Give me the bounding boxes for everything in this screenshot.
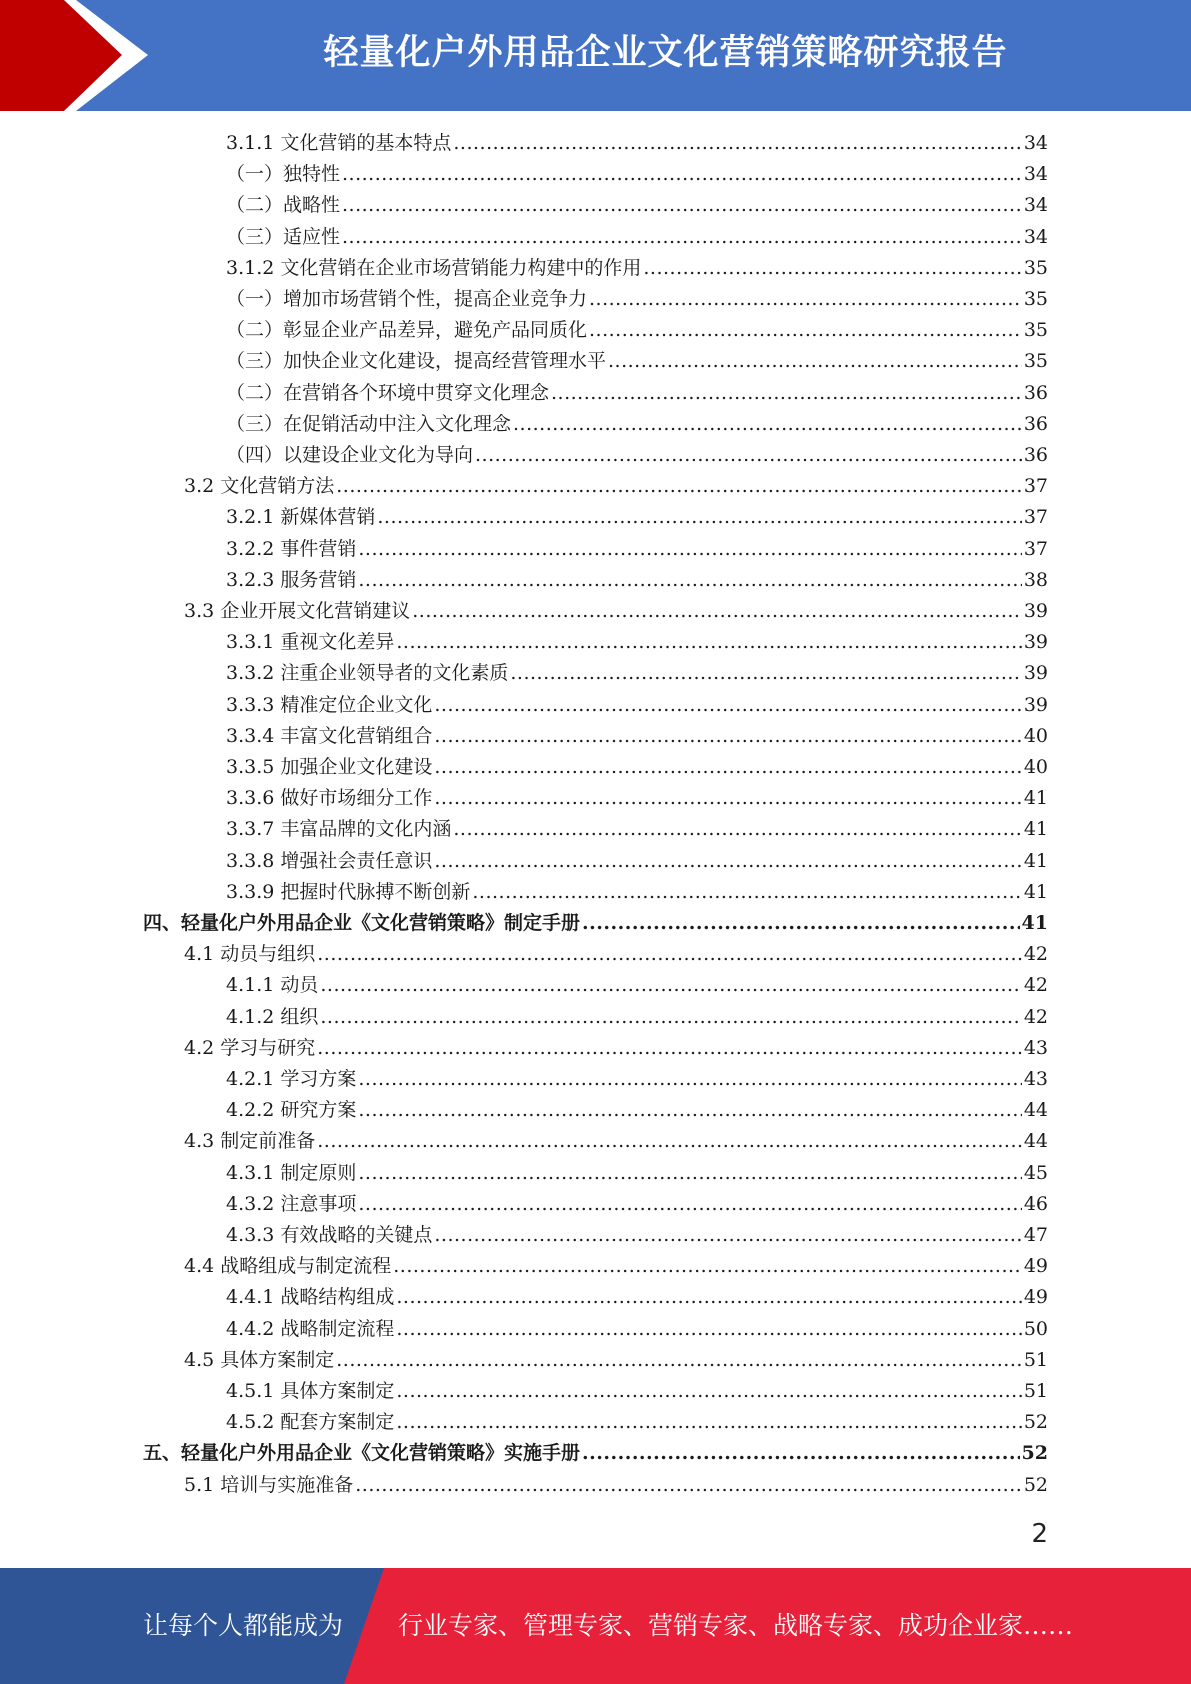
toc-dot-leader xyxy=(551,378,1022,409)
toc-entry-page: 34 xyxy=(1023,132,1048,154)
toc-dot-leader xyxy=(589,315,1022,346)
toc-entry-label: （一）独特性 xyxy=(226,163,341,186)
toc-entry-label: 4.4 战略组成与制定流程 xyxy=(184,1255,392,1278)
toc-entry-label: 3.3.9 把握时代脉搏不断创新 xyxy=(226,880,471,903)
toc-entry-page: 52 xyxy=(1023,1411,1048,1434)
toc-entry[interactable] xyxy=(184,1345,1048,1376)
toc-dot-leader xyxy=(582,908,1020,939)
toc-entry[interactable] xyxy=(226,721,1048,752)
toc-entry[interactable] xyxy=(226,1064,1048,1095)
toc-dot-leader xyxy=(513,409,1022,440)
toc-dot-leader xyxy=(342,190,1022,221)
toc-dot-leader xyxy=(358,1064,1021,1095)
toc-dot-leader xyxy=(320,970,1021,1001)
toc-entry-label: （三）在促销活动中注入文化理念 xyxy=(226,412,512,435)
toc-entry-page: 36 xyxy=(1023,381,1048,404)
toc-entry[interactable] xyxy=(226,1158,1048,1189)
toc-entry[interactable] xyxy=(226,877,1048,908)
toc-dot-leader xyxy=(336,471,1022,502)
toc-dot-leader xyxy=(358,1189,1021,1220)
toc-entry-page: 35 xyxy=(1023,350,1048,373)
toc-entry-label: 3.3.1 重视文化差异 xyxy=(226,631,395,654)
toc-entry-page: 39 xyxy=(1023,600,1048,622)
toc-entry-page: 34 xyxy=(1023,225,1048,248)
toc-entry[interactable] xyxy=(226,658,1048,689)
toc-entry-page: 39 xyxy=(1023,693,1048,716)
toc-entry-page: 44 xyxy=(1023,1099,1048,1122)
toc-entry-label: （二）在营销各个环境中贯穿文化理念 xyxy=(226,381,550,404)
toc-entry-page: 50 xyxy=(1023,1317,1048,1340)
toc-entry-page: 52 xyxy=(1021,1442,1048,1465)
toc-entry[interactable] xyxy=(184,1126,1048,1157)
toc-entry-page: 43 xyxy=(1023,1036,1048,1059)
toc-entry-label: （四）以建设企业文化为导向 xyxy=(226,444,474,466)
toc-entry[interactable] xyxy=(184,596,1048,627)
toc-dot-leader xyxy=(434,783,1021,814)
toc-entry-page: 41 xyxy=(1023,818,1048,841)
toc-entry-page: 35 xyxy=(1023,256,1048,279)
toc-dot-leader xyxy=(396,1376,1021,1407)
toc-entry[interactable] xyxy=(226,690,1048,721)
toc-dot-leader xyxy=(510,658,1021,689)
toc-entry[interactable] xyxy=(184,939,1048,970)
toc-entry-label: 3.3 企业开展文化营销建议 xyxy=(184,600,411,622)
toc-entry-label: （三）加快企业文化建设，提高经营管理水平 xyxy=(226,350,607,373)
toc-entry-label: 3.3.6 做好市场细分工作 xyxy=(226,787,433,810)
toc-entry-page: 35 xyxy=(1023,288,1048,310)
toc-dot-leader xyxy=(396,1314,1021,1345)
toc-entry-page: 44 xyxy=(1023,1130,1048,1153)
page-header xyxy=(0,0,1191,111)
toc-entry-page: 34 xyxy=(1023,194,1048,217)
toc-entry[interactable] xyxy=(226,1095,1048,1126)
footer-slogan-right: 行业专家、管理专家、营销专家、战略专家、成功企业家…… xyxy=(398,1611,1074,1640)
toc-entry[interactable] xyxy=(226,284,1048,315)
toc-entry[interactable] xyxy=(226,627,1048,658)
toc-dot-leader xyxy=(589,284,1022,315)
toc-entry-page: 42 xyxy=(1023,1005,1048,1028)
toc-entry-label: 4.4.1 战略结构组成 xyxy=(226,1286,395,1309)
toc-entry-label: 4.3 制定前准备 xyxy=(184,1130,316,1153)
toc-dot-leader xyxy=(434,846,1021,877)
toc-dot-leader xyxy=(377,502,1021,533)
page-number: 2 xyxy=(1031,1519,1048,1549)
toc-entry[interactable] xyxy=(226,534,1048,565)
toc-entry[interactable] xyxy=(226,502,1048,533)
toc-dot-leader xyxy=(317,1033,1022,1064)
toc-entry-label: 3.2.2 事件营销 xyxy=(226,537,357,560)
toc-entry-page: 36 xyxy=(1023,444,1048,466)
toc-entry-page: 52 xyxy=(1023,1473,1048,1496)
toc-entry-label: 4.4.2 战略制定流程 xyxy=(226,1317,395,1340)
toc-entry-page: 35 xyxy=(1023,319,1048,342)
toc-dot-leader xyxy=(355,1470,1022,1501)
toc-entry-page: 38 xyxy=(1023,568,1048,591)
toc-dot-leader xyxy=(475,440,1022,471)
toc-entry[interactable] xyxy=(226,1314,1048,1345)
toc-entry[interactable] xyxy=(226,440,1048,471)
toc-entry-page: 36 xyxy=(1023,412,1048,435)
toc-entry[interactable] xyxy=(184,1251,1048,1282)
toc-dot-leader xyxy=(643,253,1021,284)
page-footer xyxy=(0,1568,1191,1684)
toc-entry[interactable] xyxy=(226,253,1048,284)
toc-entry-page: 40 xyxy=(1023,724,1048,747)
toc-entry-label: 4.1 动员与组织 xyxy=(184,943,316,966)
toc-dot-leader xyxy=(336,1345,1022,1376)
toc-entry-label: 4.1.1 动员 xyxy=(226,974,319,997)
toc-entry-page: 37 xyxy=(1023,506,1048,529)
toc-entry[interactable] xyxy=(184,1470,1048,1501)
toc-entry[interactable] xyxy=(226,752,1048,783)
toc-entry[interactable] xyxy=(226,1282,1048,1313)
toc-entry-page: 39 xyxy=(1023,662,1048,685)
toc-dot-leader xyxy=(320,1002,1021,1033)
toc-entry-page: 37 xyxy=(1023,537,1048,560)
toc-entry-page: 41 xyxy=(1023,849,1048,872)
toc-dot-leader xyxy=(358,1158,1021,1189)
toc-entry-label: 3.3.4 丰富文化营销组合 xyxy=(226,724,433,747)
toc-entry[interactable] xyxy=(226,1376,1048,1407)
toc-dot-leader xyxy=(396,1407,1021,1438)
toc-entry-label: 4.3.2 注意事项 xyxy=(226,1192,357,1215)
toc-dot-leader xyxy=(358,1095,1021,1126)
toc-entry-page: 49 xyxy=(1023,1255,1048,1278)
toc-entry-page: 42 xyxy=(1023,943,1048,966)
toc-entry-label: 3.2.3 服务营销 xyxy=(226,568,357,591)
toc-entry[interactable] xyxy=(226,346,1048,377)
toc-entry[interactable] xyxy=(226,970,1048,1001)
toc-entry[interactable] xyxy=(143,908,1048,939)
toc-entry-page: 34 xyxy=(1023,163,1048,186)
toc-entry[interactable] xyxy=(226,565,1048,596)
toc-entry-label: 3.3.3 精准定位企业文化 xyxy=(226,693,433,716)
toc-entry[interactable] xyxy=(226,846,1048,877)
toc-entry-label: 3.3.5 加强企业文化建设 xyxy=(226,756,433,778)
toc-entry-label: 4.2.2 研究方案 xyxy=(226,1099,357,1122)
report-title: 轻量化户外用品企业文化营销策略研究报告 xyxy=(323,33,1008,73)
toc-entry-page: 41 xyxy=(1021,912,1048,934)
toc-entry-label: 四、轻量化户外用品企业《文化营销策略》制定手册 xyxy=(143,912,581,934)
toc-entry-label: 4.5 具体方案制定 xyxy=(184,1348,335,1371)
toc-entry-label: 3.1.1 文化营销的基本特点 xyxy=(226,132,452,154)
toc-entry-page: 49 xyxy=(1023,1286,1048,1309)
toc-entry-page: 42 xyxy=(1023,974,1048,997)
toc-entry-label: 4.5.1 具体方案制定 xyxy=(226,1380,395,1402)
toc-entry[interactable] xyxy=(143,1438,1048,1469)
toc-entry-page: 39 xyxy=(1023,631,1048,654)
toc-dot-leader xyxy=(317,1126,1022,1157)
toc-entry-label: 5.1 培训与实施准备 xyxy=(184,1473,354,1496)
toc-entry-page: 51 xyxy=(1023,1380,1048,1402)
toc-entry[interactable] xyxy=(226,190,1048,221)
footer-slogan-left: 让每个人都能成为 xyxy=(143,1611,344,1640)
toc-entry-label: 3.2 文化营销方法 xyxy=(184,475,335,498)
toc-entry-label: （三）适应性 xyxy=(226,225,341,248)
toc-entry-page: 51 xyxy=(1023,1348,1048,1371)
toc-entry-label: 4.2 学习与研究 xyxy=(184,1036,316,1059)
toc-entry[interactable] xyxy=(184,1033,1048,1064)
toc-entry[interactable] xyxy=(226,315,1048,346)
toc-entry-label: 3.2.1 新媒体营销 xyxy=(226,506,376,529)
toc-entry[interactable] xyxy=(226,1220,1048,1251)
toc-entry-label: 五、轻量化户外用品企业《文化营销策略》实施手册 xyxy=(143,1442,581,1465)
toc-entry-label: 4.5.2 配套方案制定 xyxy=(226,1411,395,1434)
toc-entry[interactable] xyxy=(184,471,1048,502)
toc-dot-leader xyxy=(453,814,1021,845)
toc-dot-leader xyxy=(608,346,1022,377)
toc-dot-leader xyxy=(396,1282,1021,1313)
toc-dot-leader xyxy=(472,877,1021,908)
toc-dot-leader xyxy=(342,159,1022,190)
toc-dot-leader xyxy=(434,1220,1021,1251)
toc-entry-page: 43 xyxy=(1023,1068,1048,1090)
toc-dot-leader xyxy=(434,721,1021,752)
toc-entry-label: 3.1.2 文化营销在企业市场营销能力构建中的作用 xyxy=(226,256,642,279)
toc-entry-label: 3.3.8 增强社会责任意识 xyxy=(226,849,433,872)
toc-dot-leader xyxy=(453,128,1021,159)
toc-entry-page: 40 xyxy=(1023,756,1048,778)
toc-dot-leader xyxy=(434,752,1021,783)
toc-entry[interactable] xyxy=(226,409,1048,440)
toc-dot-leader xyxy=(434,690,1021,721)
toc-entry-page: 41 xyxy=(1023,787,1048,810)
toc-entry[interactable] xyxy=(226,1002,1048,1033)
toc-entry-label: 4.1.2 组织 xyxy=(226,1005,319,1028)
toc-entry-page: 37 xyxy=(1023,475,1048,498)
toc-entry[interactable] xyxy=(226,378,1048,409)
toc-entry[interactable] xyxy=(226,783,1048,814)
toc-entry-label: 3.3.7 丰富品牌的文化内涵 xyxy=(226,818,452,841)
header-arrow-decoration xyxy=(0,0,160,111)
toc-entry-page: 41 xyxy=(1023,880,1048,903)
toc-entry-label: （二）彰显企业产品差异，避免产品同质化 xyxy=(226,319,588,342)
toc-entry[interactable] xyxy=(226,159,1048,190)
toc-entry[interactable] xyxy=(226,814,1048,845)
toc-entry-label: 4.3.1 制定原则 xyxy=(226,1161,357,1184)
toc-entry-label: 3.3.2 注重企业领导者的文化素质 xyxy=(226,662,509,685)
toc-dot-leader xyxy=(317,939,1022,970)
toc-dot-leader xyxy=(393,1251,1022,1282)
toc-entry[interactable] xyxy=(226,128,1048,159)
toc-dot-leader xyxy=(358,534,1021,565)
toc-dot-leader xyxy=(582,1438,1020,1469)
toc-entry[interactable] xyxy=(226,222,1048,253)
toc-entry-label: （一）增加市场营销个性，提高企业竞争力 xyxy=(226,288,588,310)
toc-entry-page: 45 xyxy=(1023,1161,1048,1184)
toc-entry[interactable] xyxy=(226,1189,1048,1220)
toc-entry-page: 47 xyxy=(1023,1224,1048,1246)
toc-entry-label: （二）战略性 xyxy=(226,194,341,217)
toc-dot-leader xyxy=(412,596,1022,627)
toc-dot-leader xyxy=(396,627,1021,658)
toc-entry-label: 4.3.3 有效战略的关键点 xyxy=(226,1224,433,1246)
toc-entry-label: 4.2.1 学习方案 xyxy=(226,1068,357,1090)
toc-dot-leader xyxy=(358,565,1021,596)
toc-entry-page: 46 xyxy=(1023,1192,1048,1215)
toc-dot-leader xyxy=(342,222,1022,253)
toc-entry[interactable] xyxy=(226,1407,1048,1438)
